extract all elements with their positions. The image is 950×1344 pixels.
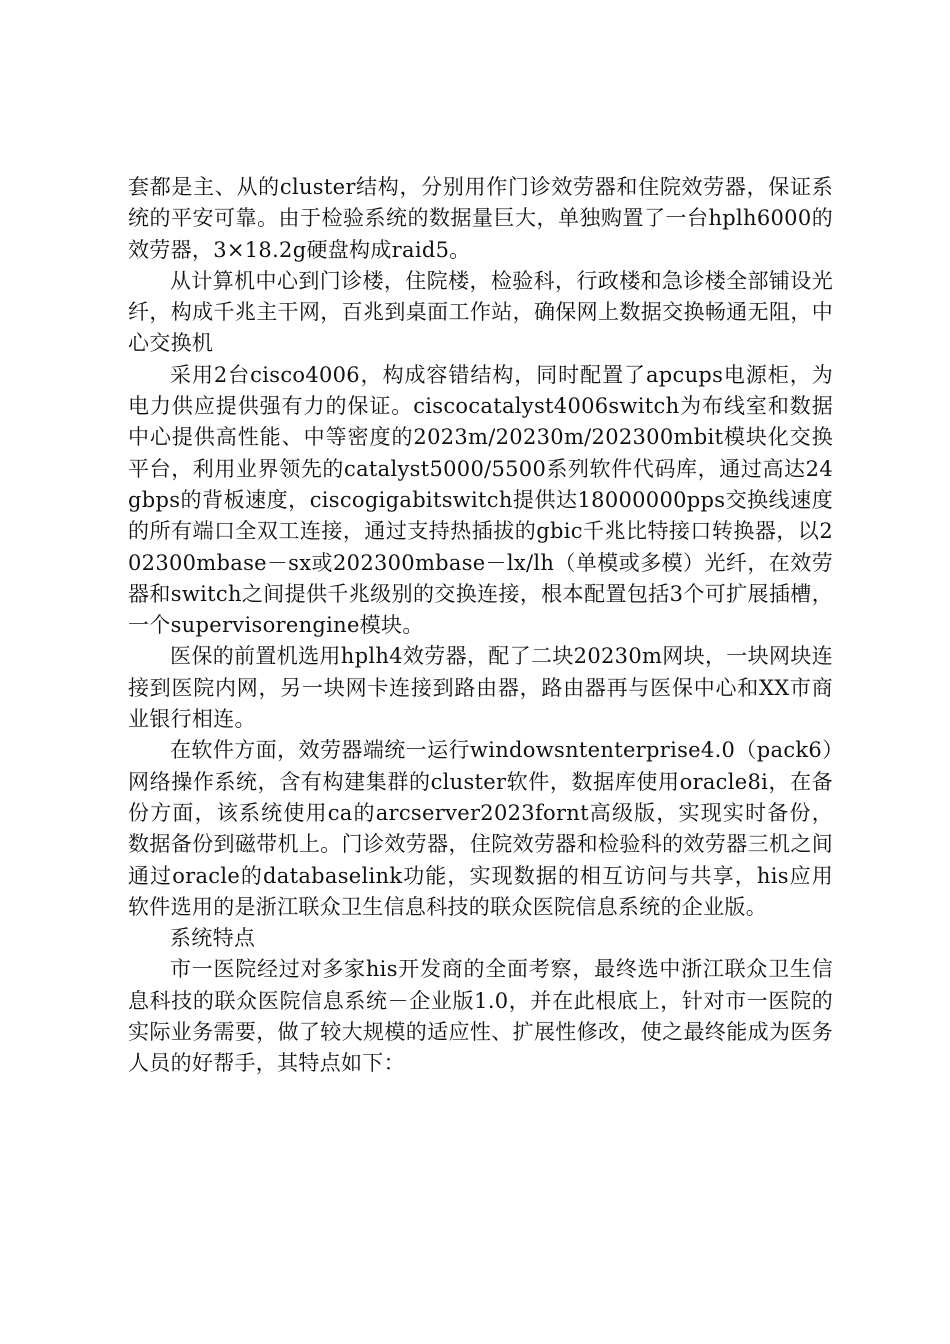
paragraph: 从计算机中心到门诊楼，住院楼，检验科，行政楼和急诊楼全部铺设光纤，构成千兆主干网，百兆到桌面工作站，确保网上数据交换畅通无阻，中心交换机 <box>128 268 833 356</box>
paragraph: 医保的前置机选用hplh4效劳器，配了二块20230m网块，一块网块连接到医院内网，另一块网卡连接到路由器，路由器再与医保中心和XX市商业银行相连。 <box>128 644 833 732</box>
document-body <box>128 172 833 1080</box>
paragraph: 采用2台cisco4006，构成容错结构，同时配置了apcups电源柜，为电力供应提供强有力的保证。ciscocatalyst4006switch为布线室和数据中心提供高性能、中等密度的2023m/20230m/202300mbit模块化交换平台，利用业界领先的catalyst5000/5500系列软件代码库，通过高达24gbps的背板速度，ciscogigabitswitch提供达18000000pps交换线速度的所有端口全双工连接，通过支持热插拔的gbic千兆比特接口转换器，以202300mbase－sx或202300mbase－lx/lh（单模或多模）光纤，在效劳器和switch之间提供千兆级别的交换连接，根本配置包括3个可扩展插槽，一个supervisorengine模块。 <box>128 362 833 638</box>
paragraph: 在软件方面，效劳器端统一运行windowsntenterprise4.0（pack6）网络操作系统，含有构建集群的cluster软件，数据库使用oracle8i，在备份方面，该系统使用ca的arcserver2023fornt高级版，实现实时备份，数据备份到磁带机上。门诊效劳器，住院效劳器和检验科的效劳器三机之间通过oracle的databaselink功能，实现数据的相互访问与共享，his应用软件选用的是浙江联众卫生信息科技的联众医院信息系统的企业版。 <box>128 738 833 919</box>
paragraph: 市一医院经过对多家his开发商的全面考察，最终选中浙江联众卫生信息科技的联众医院信息系统－企业版1.0，并在此根底上，针对市一医院的实际业务需要，做了较大规模的适应性、扩展性修改，使之最终能成为医务人员的好帮手，其特点如下： <box>128 957 833 1076</box>
section-heading: 系统特点 <box>170 926 256 951</box>
paragraph: 套都是主、从的cluster结构，分别用作门诊效劳器和住院效劳器，保证系统的平安可靠。由于检验系统的数据量巨大，单独购置了一台hplh6000的效劳器，3×18.2g硬盘构成raid5。 <box>128 175 833 262</box>
